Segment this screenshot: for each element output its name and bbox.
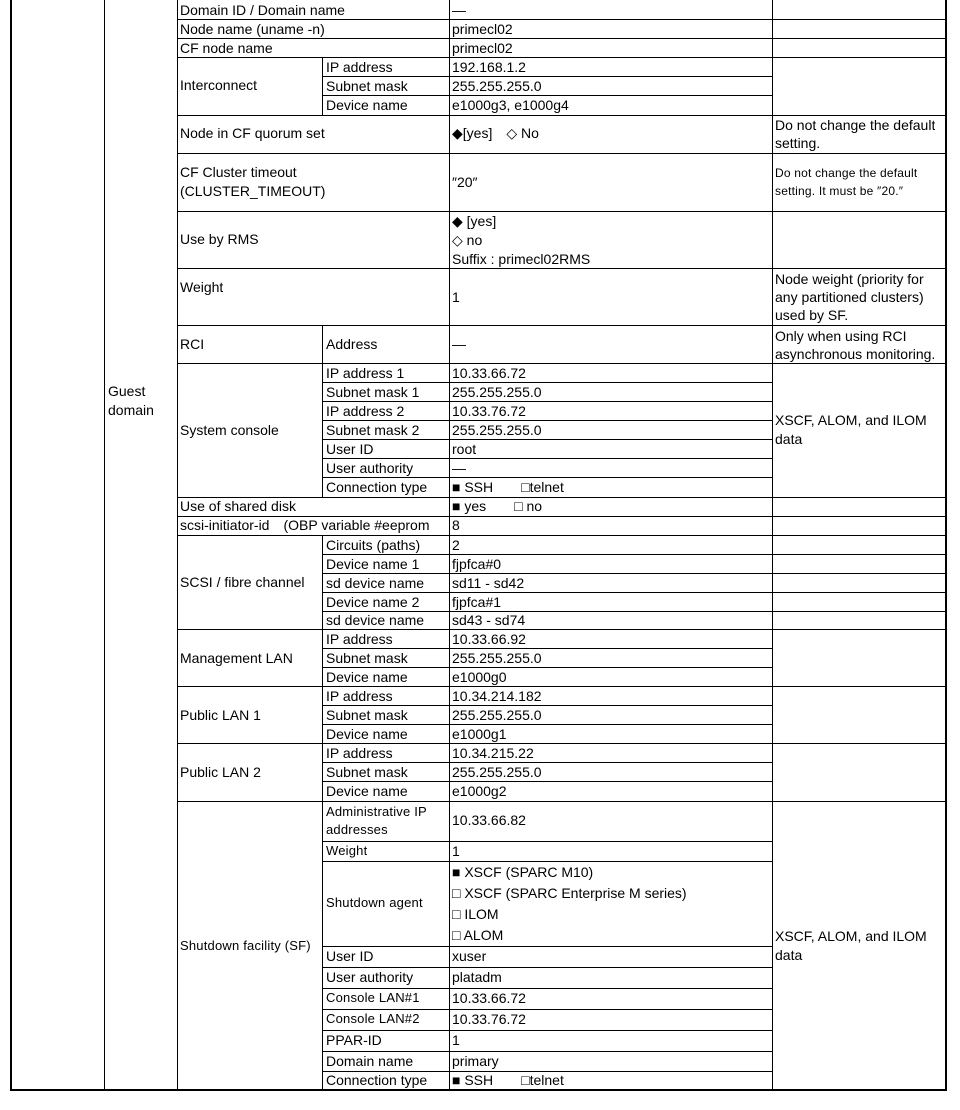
pl2-ip-label: IP address [326,745,393,761]
interconnect-ip-label: IP address [326,59,393,75]
public-lan2-label: Public LAN 2 [180,764,261,780]
pl1-ip-value: 10.34.214.182 [452,688,542,704]
cluster-timeout-note: Do not change the default setting. It must be ″20.″ [775,166,918,198]
note-column-divider [772,0,773,1091]
table-left-border [10,0,12,1091]
sf-label: Shutdown facility (SF) [180,938,311,953]
scsi-sd1-label: sd device name [326,575,425,591]
interconnect-mask-label: Subnet mask [326,78,408,94]
table-right-border [945,0,947,1091]
sf-userid-value: xuser [452,948,487,964]
sublabel-divider-interconnect [322,57,323,115]
row-line [177,325,946,326]
sf-weight-label: Weight [326,843,368,858]
console-connection-value: ■ SSH □telnet [452,479,564,495]
mgmt-device-value: e1000g0 [452,669,507,685]
sf-ppar-value: 1 [452,1032,460,1048]
group-column-divider [104,0,105,1091]
console-ip2-label: IP address 2 [326,403,405,419]
shared-disk-value: ■ yes □ no [452,498,543,514]
row-line [322,1030,773,1031]
sf-console-lan1-value: 10.33.66.72 [452,990,526,1006]
row-line [177,363,946,364]
weight-label: Weight [180,279,224,295]
scsi-device1-value: fjpfca#0 [452,556,502,572]
console-userid-label: User ID [326,441,374,457]
mgmt-mask-label: Subnet mask [326,650,408,666]
label-column-divider [177,0,178,1091]
console-authority-value: — [452,460,466,476]
group-label: Guest domain [108,383,154,418]
mgmt-mask-value: 255.255.255.0 [452,650,542,666]
row-line [177,743,946,744]
system-console-label: System console [180,422,279,438]
domain-id-value: — [452,2,466,18]
scsi-initiator-value: 8 [452,517,460,533]
row-line [177,629,946,630]
sf-connection-label: Connection type [326,1072,428,1088]
pl1-mask-label: Subnet mask [326,707,408,723]
mgmt-ip-value: 10.33.66.92 [452,631,526,647]
console-ip1-label: IP address 1 [326,365,405,381]
sf-userid-label: User ID [326,948,374,964]
rms-label: Use by RMS [180,231,259,247]
quorum-note: Do not change the default setting. [775,117,936,151]
sf-authority-label: User authority [326,969,414,985]
quorum-label: Node in CF quorum set [180,125,325,141]
sf-admin-ip-value: 10.33.66.82 [452,812,526,828]
sf-console-lan2-value: 10.33.76.72 [452,1011,526,1027]
row-line [177,153,946,154]
console-ip2-value: 10.33.76.72 [452,403,526,419]
row-line [322,946,773,947]
cluster-timeout-label: CF Cluster timeout (CLUSTER_TIMEOUT) [180,164,326,199]
sf-ppar-label: PPAR-ID [326,1032,382,1048]
console-connection-label: Connection type [326,479,428,495]
scsi-device1-label: Device name 1 [326,556,420,572]
row-line [177,686,946,687]
sf-connection-value: ■ SSH □telnet [452,1072,564,1088]
node-name-value: primecl02 [452,21,513,37]
sf-agent-label: Shutdown agent [326,895,423,910]
mgmt-device-label: Device name [326,669,408,685]
pl2-device-value: e1000g2 [452,783,507,799]
pl1-mask-value: 255.255.255.0 [452,707,542,723]
mgmt-ip-label: IP address [326,631,393,647]
row-line [177,57,946,58]
scsi-device2-label: Device name 2 [326,594,420,610]
cluster-timeout-value: ″20″ [452,174,478,190]
pl1-ip-label: IP address [326,688,393,704]
console-mask2-label: Subnet mask 2 [326,422,420,438]
sublabel-divider-rci-console [322,325,323,497]
sf-admin-ip-label: Administrative IP addresses [326,804,427,837]
cf-node-value: primecl02 [452,40,513,56]
sf-agent-value: ■ XSCF (SPARC M10) □ XSCF (SPARC Enterprise M series) □ ILOM □ ALOM [452,864,687,943]
scsi-circuits-label: Circuits (paths) [326,537,421,553]
interconnect-mask-value: 255.255.255.0 [452,78,542,94]
pl2-ip-value: 10.34.215.22 [452,745,534,761]
rci-label: RCI [180,336,205,352]
system-console-note: XSCF, ALOM, and ILOM data [775,412,927,447]
scsi-sd2-value: sd43 - sd74 [452,612,526,628]
interconnect-label: Interconnect [180,77,258,93]
sf-console-lan2-label: Console LAN#2 [326,1011,420,1026]
rci-address-label: Address [326,336,378,352]
rci-address-value: — [452,336,466,352]
console-ip1-value: 10.33.66.72 [452,365,526,381]
sf-console-lan1-label: Console LAN#1 [326,990,420,1005]
rms-value: ◆ [yes] ◇ no Suffix : primecl02RMS [452,213,591,267]
cf-node-label: CF node name [180,40,273,56]
console-authority-label: User authority [326,460,414,476]
console-userid-value: root [452,441,477,457]
pl2-device-label: Device name [326,783,408,799]
row-line [177,801,946,802]
domain-id-label: Domain ID / Domain name [180,2,345,18]
shared-disk-label: Use of shared disk [180,498,296,514]
row-line [322,841,773,842]
weight-note: Node weight (priority for any partitioned clusters) used by SF. [775,271,924,323]
sf-authority-value: platadm [452,969,502,985]
console-mask1-label: Subnet mask 1 [326,384,420,400]
pl2-mask-label: Subnet mask [326,764,408,780]
console-mask2-value: 255.255.255.0 [452,422,542,438]
value-column-divider [449,0,450,1091]
scsi-fc-label: SCSI / fibre channel [180,574,305,590]
scsi-sd1-value: sd11 - sd42 [452,575,525,591]
sf-weight-value: 1 [452,843,460,859]
scsi-sd2-label: sd device name [326,612,425,628]
quorum-value: ◆[yes] ◇ No [452,125,539,141]
interconnect-device-label: Device name [326,97,408,113]
pl1-device-label: Device name [326,726,408,742]
scsi-initiator-label: scsi-initiator-id (OBP variable #eeprom [180,517,430,533]
row-line [177,535,946,536]
scsi-circuits-value: 2 [452,537,460,553]
sf-note: XSCF, ALOM, and ILOM data [775,928,927,963]
pl2-mask-value: 255.255.255.0 [452,764,542,780]
interconnect-device-value: e1000g3, e1000g4 [452,97,569,113]
interconnect-ip-value: 192.168.1.2 [452,59,526,75]
pl1-device-value: e1000g1 [452,726,507,742]
weight-value: 1 [452,289,460,305]
sf-domain-value: primary [452,1053,499,1069]
public-lan1-label: Public LAN 1 [180,707,261,723]
sf-domain-label: Domain name [326,1053,414,1069]
console-mask1-value: 255.255.255.0 [452,384,542,400]
mgmt-lan-label: Management LAN [180,650,293,666]
node-name-label: Node name (uname -n) [180,21,325,37]
rci-note: Only when using RCI asynchronous monitoring. [775,328,936,362]
scsi-device2-value: fjpfca#1 [452,594,502,610]
